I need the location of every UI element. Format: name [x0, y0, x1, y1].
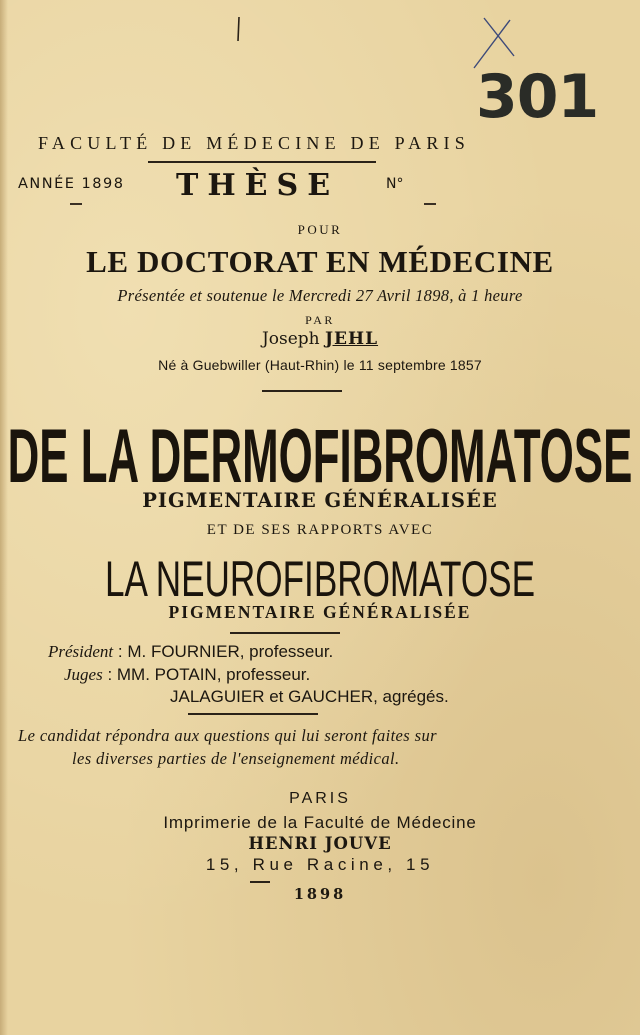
year-rule — [250, 881, 270, 883]
svg-text:DE LA DERMOFIBROMATOSE: DE LA DERMOFIBROMATOSE — [8, 413, 632, 485]
par-label: PAR — [305, 313, 335, 327]
pencil-mark-icon — [236, 16, 242, 42]
thesis-title-line-4 — [30, 548, 610, 600]
author-first-name: Joseph — [261, 329, 320, 349]
faculty-heading: FACULTÉ DE MÉDECINE DE PARIS — [38, 133, 470, 153]
author-birth: Né à Guebwiller (Haut-Rhin) le 11 septembre 1857 — [158, 357, 482, 373]
page-edge-shadow — [0, 0, 8, 1035]
jury-juges — [64, 665, 310, 685]
title-rule-bottom — [230, 632, 340, 634]
title-rule-top — [262, 390, 342, 392]
imprint-printer: Imprimerie de la Faculté de Médecine — [163, 813, 477, 832]
svg-text:LA NEUROFIBROMATOSE: LA NEUROFIBROMATOSE — [105, 551, 535, 600]
doctorat-heading: LE DOCTORAT EN MÉDECINE — [86, 244, 554, 279]
numero-dash — [424, 203, 436, 205]
juges-label: Juges — [64, 665, 103, 684]
jury-rule — [188, 713, 318, 715]
imprint-address: 15, Rue Racine, 15 — [205, 855, 435, 874]
imprint-year: 1898 — [293, 886, 347, 903]
numero-label: N° — [386, 176, 404, 192]
thesis-title-line-5: PIGMENTAIRE GÉNÉRALISÉE — [168, 602, 472, 622]
president-label: Président — [48, 642, 114, 661]
author-last-name: JEHL — [325, 329, 379, 349]
candidat-note-line-1: Le candidat répondra aux questions qui lui seront faites sur — [18, 726, 437, 745]
jury-president — [48, 642, 333, 662]
library-stamp-number: 301 — [476, 62, 599, 132]
imprint-city: PARIS — [289, 790, 351, 807]
thesis-title-line-3: ET DE SES RAPPORTS AVEC — [206, 522, 434, 538]
year-label: ANNÉE 1898 — [18, 176, 125, 192]
president-text: : M. FOURNIER, professeur. — [117, 642, 334, 661]
candidat-note-line-2: les diverses parties de l'enseignement médical. — [72, 749, 400, 768]
defense-date: Présentée et soutenue le Mercredi 27 Avril 1898, à 1 heure — [117, 286, 523, 305]
pour-label: POUR — [297, 222, 343, 237]
juges-text: : MM. POTAIN, professeur. — [107, 665, 311, 684]
imprint-name: HENRI JOUVE — [248, 834, 392, 853]
jury-juges-line-2: JALAGUIER et GAUCHER, agrégés. — [170, 687, 449, 706]
thesis-title-line-1 — [8, 407, 632, 485]
author-name — [0, 329, 640, 349]
these-title: THÈSE — [176, 168, 340, 203]
faculty-rule — [148, 161, 376, 163]
year-dash — [70, 203, 82, 205]
thesis-title-line-2: PIGMENTAIRE GÉNÉRALISÉE — [142, 489, 498, 512]
